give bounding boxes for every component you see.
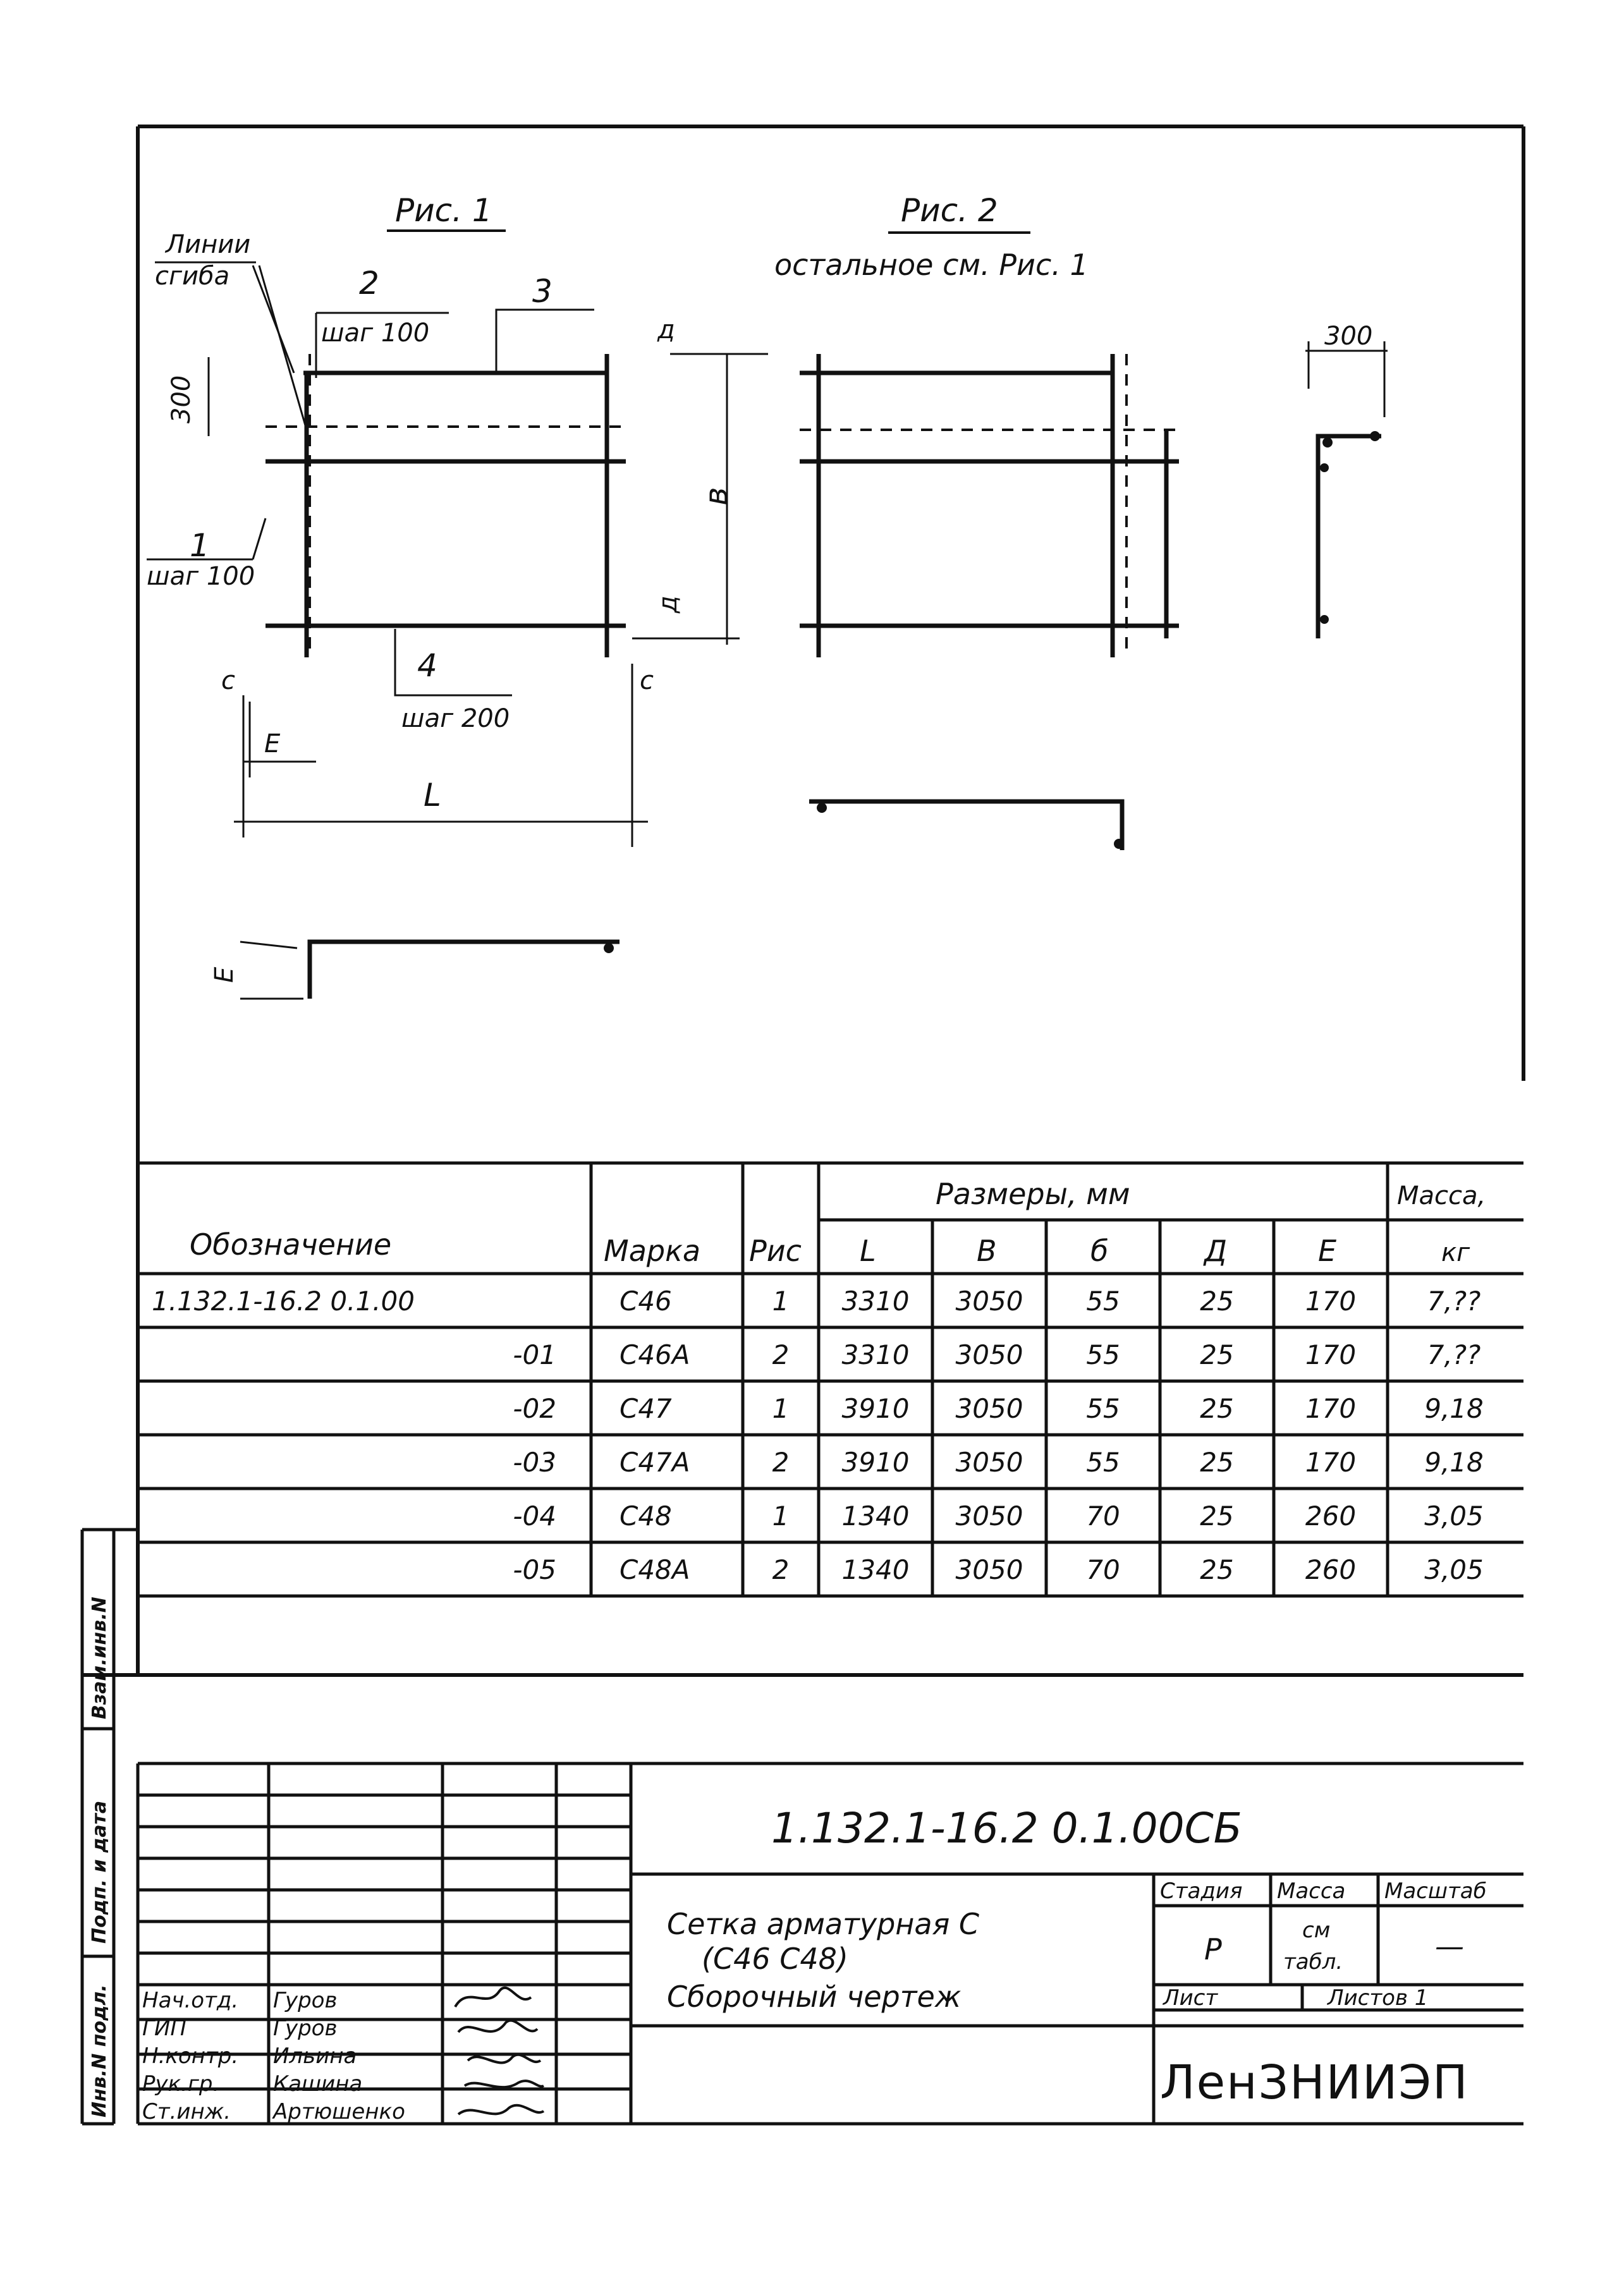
row-B: 3050: [955, 1393, 1023, 1424]
signers-list: [142, 1988, 405, 2124]
row-mark: С46А: [620, 1339, 690, 1370]
row-mark: С48: [620, 1501, 672, 1532]
hdr-dim-c: б: [1090, 1234, 1109, 1268]
mass-label: Масса: [1277, 1879, 1346, 1904]
bend-leader-1: [253, 265, 294, 373]
row-designation: -05: [513, 1554, 556, 1585]
row-fig: 1: [772, 1393, 790, 1424]
mass-value-2: табл.: [1283, 1949, 1343, 1975]
signer-role: Нач.отд.: [142, 1988, 239, 2013]
fig2-side-rod-1: [1322, 437, 1333, 448]
bend-leader-2: [259, 265, 307, 430]
row-fig: 1: [772, 1286, 790, 1317]
row-d: 25: [1200, 1393, 1234, 1424]
side-stamp-inventory: Инв.N подл.: [89, 1984, 111, 2117]
row-designation: -01: [513, 1339, 556, 1370]
row-B: 3050: [955, 1554, 1023, 1585]
row-L: 1340: [841, 1554, 910, 1585]
row-L: 3310: [841, 1286, 910, 1317]
row-L: 3910: [841, 1393, 910, 1424]
row-c: 55: [1086, 1339, 1120, 1370]
leader-pos1: [253, 518, 266, 559]
fig1-pos3: 3: [532, 273, 553, 310]
hdr-designation: Обозначение: [190, 1227, 392, 1262]
hdr-mass: Масса,: [1397, 1181, 1486, 1210]
fig2-dim300: 300: [1324, 322, 1373, 351]
row-c: 55: [1086, 1393, 1120, 1424]
signer-name: Гуров: [273, 1988, 338, 2013]
title-name-line-1: Сетка арматурная С: [667, 1907, 979, 1941]
fig2-side-rod-3: [1320, 463, 1329, 472]
org-logo: ЛенЗНИИЭП: [1160, 2056, 1469, 2110]
row-mass: 7,??: [1427, 1339, 1481, 1370]
hdr-dim-d: Д: [1204, 1234, 1227, 1268]
row-e: 170: [1305, 1393, 1357, 1424]
fig2-mesh: [800, 354, 1179, 657]
fig1-bend-dashed: [266, 354, 626, 651]
spec-table: [138, 1163, 1523, 1596]
row-mark: С47А: [620, 1447, 690, 1478]
fig1-mesh: [266, 354, 626, 657]
row-L: 3310: [841, 1339, 910, 1370]
row-e: 260: [1305, 1554, 1357, 1585]
fig2-side-rod-4: [1320, 615, 1329, 624]
stage-value: Р: [1204, 1932, 1222, 1966]
figure-1: [147, 192, 768, 999]
row-c: 55: [1086, 1447, 1120, 1478]
hdr-mark: Марка: [604, 1234, 701, 1268]
hdr-dim-e: Е: [1318, 1234, 1337, 1268]
fig2-title: Рис. 2: [901, 192, 998, 229]
fig1-dim-e: E: [264, 729, 281, 758]
row-designation: -03: [513, 1447, 556, 1478]
figure-2: [774, 192, 1388, 850]
fig1-step-top: шаг 100: [321, 319, 430, 348]
row-e: 170: [1305, 1339, 1357, 1370]
fig1-dim-l: L: [424, 777, 441, 813]
row-mass: 7,??: [1427, 1286, 1481, 1317]
fig2-subtitle: остальное см. Рис. 1: [774, 248, 1089, 282]
row-mass: 3,05: [1424, 1554, 1484, 1585]
title-code: 1.132.1-16.2 0.1.00СБ: [771, 1804, 1242, 1853]
fig1-step-bottom: шаг 200: [401, 704, 510, 733]
fig1-dim300: 300: [167, 375, 196, 423]
signer-role: Н.контр.: [142, 2043, 239, 2069]
fig1-pos1: 1: [190, 527, 210, 564]
mass-value-1: см: [1302, 1918, 1331, 1943]
sheet-label: Лист: [1163, 1985, 1218, 2011]
row-d: 25: [1200, 1286, 1234, 1317]
signer-name: Гуров: [273, 2016, 338, 2041]
title-name-line-3: Сборочный чертеж: [667, 1980, 962, 2014]
leader-pos4: [395, 629, 512, 695]
title-block: [138, 1763, 1523, 2124]
hdr-dim-b: В: [977, 1234, 997, 1268]
fig2-bottom-rod-2: [1114, 839, 1124, 849]
row-L: 3910: [841, 1447, 910, 1478]
row-B: 3050: [955, 1501, 1023, 1532]
fig1-pos2: 2: [359, 265, 379, 301]
side-stamp-replacement: Взам.инв.N: [89, 1597, 111, 1719]
fig1-dim-d-top: д: [657, 315, 675, 344]
row-designation: 1.132.1-16.2 0.1.00: [152, 1286, 415, 1317]
row-mass: 3,05: [1424, 1501, 1484, 1532]
signer-role: Рук.гр.: [142, 2071, 220, 2097]
fig1-dim-c-left: c: [221, 666, 235, 695]
profile-dim-leader: [240, 942, 297, 948]
scale-value: —: [1435, 1929, 1464, 1963]
row-c: 70: [1086, 1501, 1120, 1532]
row-fig: 2: [772, 1554, 790, 1585]
row-d: 25: [1200, 1339, 1234, 1370]
scale-label: Масштаб: [1384, 1879, 1487, 1904]
row-mark: С47: [620, 1393, 672, 1424]
fig2-bend-dashed: [800, 354, 1179, 657]
fig2-side-rod-2: [1370, 431, 1380, 441]
fig1-dim-b: в: [698, 487, 735, 506]
fig1-profile-rod: [604, 943, 614, 953]
hdr-dim-l: L: [860, 1234, 876, 1268]
fig1-dim-c-right: c: [640, 666, 654, 695]
signatures: [455, 1988, 544, 2114]
side-stamp: [82, 1530, 138, 2124]
fig1-profile: [310, 942, 620, 999]
row-mark: С48А: [620, 1554, 690, 1585]
signer-name: Артюшенко: [273, 2099, 405, 2124]
fig1-pos4: 4: [417, 647, 437, 684]
row-fig: 2: [772, 1339, 790, 1370]
row-designation: -02: [513, 1393, 556, 1424]
row-mass: 9,18: [1424, 1393, 1484, 1424]
fig2-bottom-rod-1: [817, 803, 827, 813]
bend-lines-label-2: сгиба: [155, 262, 230, 291]
signer-name: Ильина: [273, 2043, 357, 2069]
row-B: 3050: [955, 1286, 1023, 1317]
row-e: 170: [1305, 1286, 1357, 1317]
row-L: 1340: [841, 1501, 910, 1532]
sheet-frame: [82, 126, 1523, 1675]
row-mark: С46: [620, 1286, 672, 1317]
row-mass: 9,18: [1424, 1447, 1484, 1478]
row-e: 260: [1305, 1501, 1357, 1532]
bend-lines-label-1: Линии: [166, 230, 251, 259]
hdr-dimensions: Размеры, мм: [936, 1177, 1130, 1211]
leader-pos3: [496, 310, 594, 373]
row-d: 25: [1200, 1554, 1234, 1585]
hdr-mass-unit: кг: [1441, 1238, 1470, 1267]
row-e: 170: [1305, 1447, 1357, 1478]
fig1-step-left: шаг 100: [147, 562, 255, 591]
stage-label: Стадия: [1160, 1879, 1243, 1904]
row-designation: -04: [513, 1501, 556, 1532]
row-d: 25: [1200, 1501, 1234, 1532]
sheets-label: Листов 1: [1328, 1985, 1429, 2011]
signer-role: ГИП: [142, 2016, 186, 2041]
fig1-profile-dim: E: [210, 966, 239, 983]
row-B: 3050: [955, 1447, 1023, 1478]
title-name-line-2: (С46 С48): [702, 1942, 848, 1976]
row-d: 25: [1200, 1447, 1234, 1478]
side-stamp-signature-date: Подп. и дата: [89, 1800, 111, 1944]
row-c: 70: [1086, 1554, 1120, 1585]
row-B: 3050: [955, 1339, 1023, 1370]
fig1-title: Рис. 1: [395, 192, 492, 229]
row-fig: 1: [772, 1501, 790, 1532]
row-fig: 2: [772, 1447, 790, 1478]
row-c: 55: [1086, 1286, 1120, 1317]
fig2-bottom-profile: [809, 801, 1122, 850]
hdr-fig: Рис: [749, 1234, 802, 1268]
signer-name: Кашина: [273, 2071, 363, 2097]
fig1-dim-d-bottom: д: [654, 595, 683, 613]
signer-role: Ст.инж.: [142, 2099, 231, 2124]
